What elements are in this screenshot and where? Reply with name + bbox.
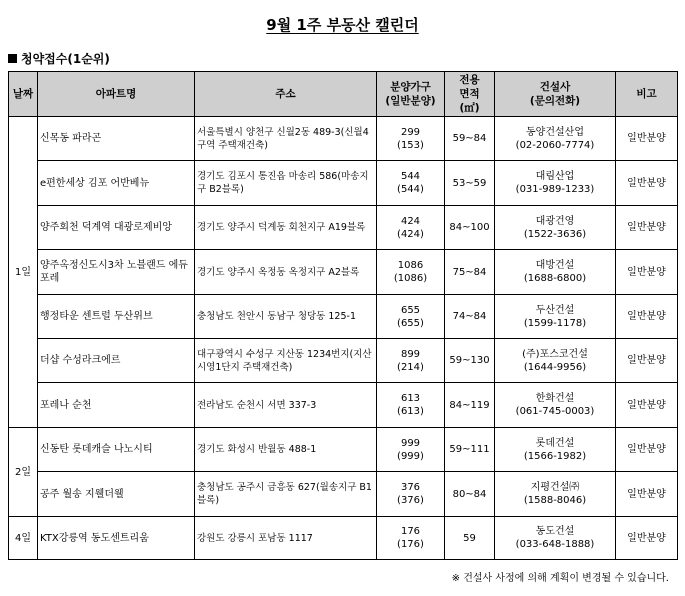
note-cell: 일반분양 [616, 517, 678, 560]
header-builder: 건설사 (문의전화) [495, 72, 616, 117]
section-label: 청약접수(1순위) [21, 52, 110, 66]
table-row [9, 161, 678, 206]
table-row [9, 117, 678, 161]
units-cell: 655 (655) [377, 295, 445, 339]
units-cell: 1086 (1086) [377, 250, 445, 295]
address: 경기도 화성시 반월동 488-1 [195, 428, 377, 472]
builder-cell: (주)포스코건설 (1644-9956) [495, 339, 616, 383]
footnote: ※ 건설사 사정에 의해 계획이 변경될 수 있습니다. [451, 573, 669, 584]
builder-cell: 롯데건설 (1566-1982) [495, 428, 616, 472]
units-cell: 999 (999) [377, 428, 445, 472]
header-date: 날짜 [9, 72, 38, 117]
note-cell: 일반분양 [616, 161, 678, 206]
date-cell: 4일 [9, 517, 38, 560]
date-cell: 1일 [9, 117, 38, 428]
date-cell: 2일 [9, 428, 38, 517]
header-units: 분양가구 (일반분양) [377, 72, 445, 117]
apt-name: 신동탄 롯데캐슬 나노시티 [38, 428, 195, 472]
address: 경기도 김포시 통진읍 마송리 586(마송지구 B2블록) [195, 161, 377, 206]
units-cell: 176 (176) [377, 517, 445, 560]
address: 경기도 양주시 옥정동 옥정지구 A2블록 [195, 250, 377, 295]
note-cell: 일반분양 [616, 472, 678, 517]
address: 강원도 강릉시 포남동 1117 [195, 517, 377, 560]
units-cell: 899 (214) [377, 339, 445, 383]
table-header-row [9, 72, 678, 117]
builder-cell: 동양건설산업 (02-2060-7774) [495, 117, 616, 161]
header-area: 전용 면적 (㎡) [445, 72, 495, 117]
table-row [9, 472, 678, 517]
address: 전라남도 순천시 서면 337-3 [195, 383, 377, 428]
address: 경기도 양주시 덕계동 회천지구 A19블록 [195, 206, 377, 250]
area-cell: 53~59 [445, 161, 495, 206]
note-cell: 일반분양 [616, 428, 678, 472]
apt-name: 더샵 수성라크에르 [38, 339, 195, 383]
apt-name: 신목동 파라곤 [38, 117, 195, 161]
table-row [9, 250, 678, 295]
apt-name: 양주회천 덕계역 대광로제비앙 [38, 206, 195, 250]
note-cell: 일반분양 [616, 383, 678, 428]
header-note: 비고 [616, 72, 678, 117]
units-cell: 613 (613) [377, 383, 445, 428]
area-cell: 80~84 [445, 472, 495, 517]
note-cell: 일반분양 [616, 250, 678, 295]
area-cell: 84~119 [445, 383, 495, 428]
apt-name: 행정타운 센트럴 두산위브 [38, 295, 195, 339]
table-row [9, 339, 678, 383]
builder-cell: 대방건설 (1688-6800) [495, 250, 616, 295]
table-row [9, 383, 678, 428]
address: 충청남도 공주시 금흥동 627(월송지구 B1블록) [195, 472, 377, 517]
page-title: 9월 1주 부동산 캘린더 [266, 16, 419, 34]
area-cell: 84~100 [445, 206, 495, 250]
apt-name: KTX강릉역 동도센트리움 [38, 517, 195, 560]
table-row [9, 295, 678, 339]
address: 충청남도 천안시 동남구 청당동 125-1 [195, 295, 377, 339]
area-cell: 75~84 [445, 250, 495, 295]
builder-cell: 대광건영 (1522-3636) [495, 206, 616, 250]
note-cell: 일반분양 [616, 117, 678, 161]
area-cell: 59~84 [445, 117, 495, 161]
apt-name: 양주옥정신도시3차 노블랜드 에듀포레 [38, 250, 195, 295]
area-cell: 74~84 [445, 295, 495, 339]
address: 대구광역시 수성구 지산동 1234번지(지산시영1단지 주택재건축) [195, 339, 377, 383]
address: 서울특별시 양천구 신월2동 489-3(신월4구역 주택재건축) [195, 117, 377, 161]
apt-name: e편한세상 김포 어반베뉴 [38, 161, 195, 206]
units-cell: 424 (424) [377, 206, 445, 250]
real-estate-calendar-table [8, 71, 678, 560]
units-cell: 299 (153) [377, 117, 445, 161]
note-cell: 일반분양 [616, 295, 678, 339]
builder-cell: 두산건설 (1599-1178) [495, 295, 616, 339]
section-heading [8, 50, 110, 67]
table-row [9, 206, 678, 250]
header-apt: 아파트명 [38, 72, 195, 117]
apt-name: 포레나 순천 [38, 383, 195, 428]
builder-cell: 대림산업 (031-989-1233) [495, 161, 616, 206]
square-bullet-icon [8, 54, 17, 63]
builder-cell: 한화건설 (061-745-0003) [495, 383, 616, 428]
header-addr: 주소 [195, 72, 377, 117]
apt-name: 공주 월송 지웰더웰 [38, 472, 195, 517]
builder-cell: 동도건설 (033-648-1888) [495, 517, 616, 560]
units-cell: 376 (376) [377, 472, 445, 517]
note-cell: 일반분양 [616, 339, 678, 383]
table-row [9, 517, 678, 560]
area-cell: 59 [445, 517, 495, 560]
table-row [9, 428, 678, 472]
builder-cell: 지평건설㈜ (1588-8046) [495, 472, 616, 517]
area-cell: 59~111 [445, 428, 495, 472]
units-cell: 544 (544) [377, 161, 445, 206]
note-cell: 일반분양 [616, 206, 678, 250]
area-cell: 59~130 [445, 339, 495, 383]
